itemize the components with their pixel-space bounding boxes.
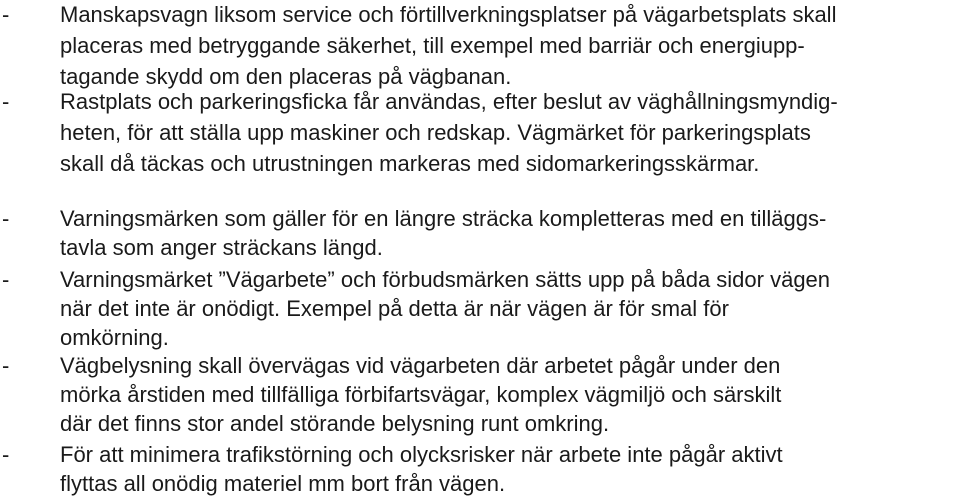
text-line: tagande skydd om den placeras på vägbanan. [60,64,512,89]
text-line: heten, för att ställa upp maskiner och redskap. Vägmärket för parkeringsplats [60,120,811,145]
bullet-dash: - [2,89,10,114]
bullet-dash: - [2,206,10,231]
text-line: Varningsmärket ”Vägarbete” och förbudsmärken sätts upp på båda sidor vägen [60,267,831,292]
bullet-dash: - [2,442,10,467]
text-line: placeras med betryggande säkerhet, till exempel med barriär och energiupp- [60,33,805,58]
text-line: Rastplats och parkeringsficka får användas, efter beslut av väghållningsmyndig- [60,89,838,114]
bullet-dash: - [2,267,10,292]
bullet-dash: - [2,2,10,27]
text-line: För att minimera trafikstörning och olycksrisker när arbete inte pågår aktivt [60,442,783,467]
text-line: mörka årstiden med tillfälliga förbifartsvägar, komplex vägmiljö och särskilt [60,382,782,407]
text-line: flyttas all onödig materiel mm bort från vägen. [60,471,506,496]
text-line: tavla som anger sträckans längd. [60,235,383,260]
text-line: där det finns stor andel störande belysning runt omkring. [60,411,610,436]
text-line: skall då täckas och utrustningen markeras med sidomarkeringsskärmar. [60,151,760,176]
text-line: Manskapsvagn liksom service och förtillverkningsplatser på vägarbetsplats skall [60,2,837,27]
bullet-dash: - [2,353,10,378]
text-line: Varningsmärken som gäller för en längre sträcka kompletteras med en tilläggs- [60,206,827,231]
text-line: när det inte är onödigt. Exempel på detta är när vägen är för smal för [60,296,729,321]
text-line: omkörning. [60,325,169,350]
text-line: Vägbelysning skall övervägas vid vägarbeten där arbetet pågår under den [60,353,781,378]
